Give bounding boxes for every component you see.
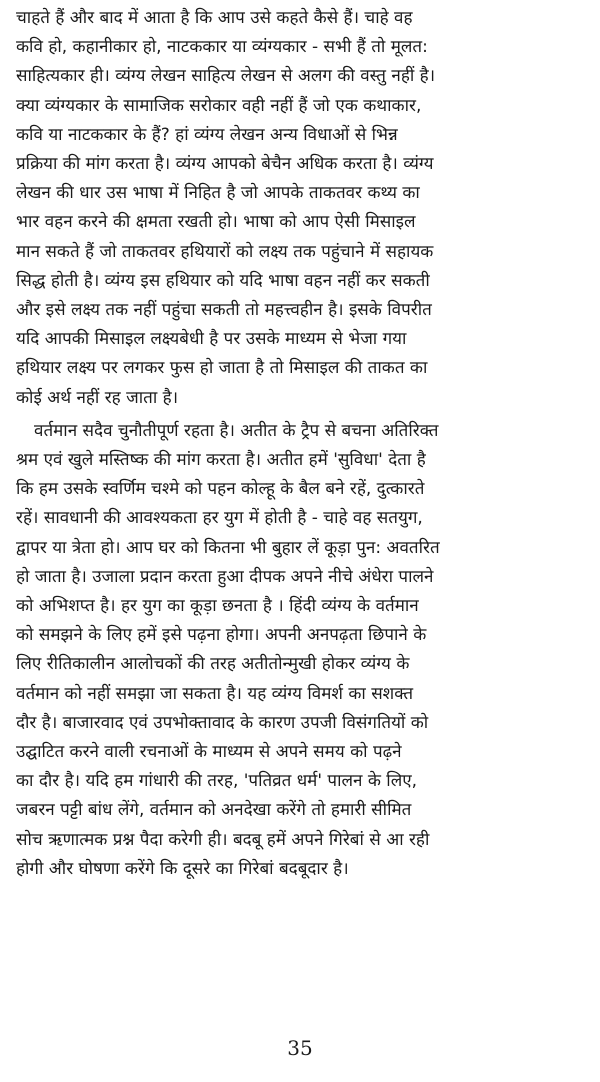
paragraph-line: प्रक्रिया की मांग करता है। व्यंग्य आपको बेचैन अधिक करता है। व्यंग्य — [16, 154, 434, 175]
paragraph-line: उद्घाटित करने वाली रचनाओं के माध्यम से अपने समय को पढ़ने — [16, 742, 402, 763]
paragraph-line: साहित्यकार ही। व्यंग्य लेखन साहित्य लेखन से अलग की वस्तु नहीं है। — [16, 66, 436, 87]
paragraph-line: कवि हो, कहानीकार हो, नाटककार या व्यंग्यकार - सभी हैं तो मूलत: — [16, 37, 428, 58]
paragraph-line: कि हम उसके स्वर्णिम चश्मे को पहन कोल्हू के बैल बने रहें, दुत्कारते — [16, 479, 425, 500]
paragraph-line: हथियार लक्ष्य पर लगकर फुस हो जाता है तो मिसाइल की ताकत का — [16, 358, 428, 379]
paragraph-line: सिद्ध होती है। व्यंग्य इस हथियार को यदि भाषा वहन नहीं कर सकती — [16, 270, 430, 291]
paragraph-line: मान सकते हैं जो ताकतवर हथियारों को लक्ष्य तक पहुंचाने में सहायक — [16, 241, 434, 262]
paragraph-line: वर्तमान को नहीं समझा जा सकता है। यह व्यंग्य विमर्श का सशक्त — [16, 683, 414, 704]
paragraph-line: जबरन पट्टी बांध लेंगे, वर्तमान को अनदेखा करेंगे तो हमारी सीमित — [16, 800, 412, 821]
paragraph-line: द्वापर या त्रेता हो। आप घर को कितना भी बुहार लें कूड़ा पुन: अवतरित — [16, 537, 440, 558]
paragraph-line: यदि आपकी मिसाइल लक्ष्यबेधी है पर उसके माध्यम से भेजा गया — [16, 329, 407, 350]
paragraph-line: श्रम एवं खुले मस्तिष्क की मांग करता है। अतीत हमें 'सुविधा' देता है — [16, 450, 426, 471]
paragraph-line: चाहते हैं और बाद में आता है कि आप उसे कहते कैसे हैं। चाहे वह — [16, 8, 413, 28]
paragraph-line: को समझने के लिए हमें इसे पढ़ना होगा। अपनी अनपढ़ता छिपाने के — [16, 625, 427, 646]
paragraph-line: दौर है। बाजारवाद एवं उपभोक्तावाद के कारण उपजी विसंगतियों को — [16, 712, 429, 733]
paragraph-line: कोई अर्थ नहीं रह जाता है। — [16, 387, 179, 408]
paragraph-line: लेखन की धार उस भाषा में निहित है जो आपके ताकतवर कथ्य का — [16, 183, 420, 204]
paragraph-line: वर्तमान सदैव चुनौतीपूर्ण रहता है। अतीत के ट्रैप से बचना अतिरिक्त — [34, 420, 439, 441]
paragraph-line: और इसे लक्ष्य तक नहीं पहुंचा सकती तो महत्त्वहीन है। इसके विपरीत — [16, 300, 432, 321]
paragraph-line: लिए रीतिकालीन आलोचकों की तरह अतीतोन्मुखी होकर व्यंग्य के — [16, 654, 410, 675]
paragraph-line: क्या व्यंग्यकार के सामाजिक सरोकार वही नहीं हैं जो एक कथाकार, — [16, 95, 422, 116]
paragraph-line: हो जाता है। उजाला प्रदान करता हुआ दीपक अपने नीचे अंधेरा पालने — [16, 566, 434, 587]
paragraph-line: सोच ऋणात्मक प्रश्न पैदा करेगी ही। बदबू हमें अपने गिरेबां से आ रही — [16, 829, 430, 850]
paragraph-line: भार वहन करने की क्षमता रखती हो। भाषा को आप ऐसी मिसाइल — [16, 212, 416, 233]
page-number: 35 — [287, 1036, 313, 1060]
paragraph-line: रहें। सावधानी की आवश्यकता हर युग में होती है - चाहे वह सतयुग, — [16, 508, 423, 529]
paragraph-line: का दौर है। यदि हम गांधारी की तरह, 'पतिव्रत धर्म' पालन के लिए, — [16, 771, 418, 792]
paragraph-line: होगी और घोषणा करेंगे कि दूसरे का गिरेबां बदबूदार है। — [16, 858, 349, 879]
paragraph-2 — [16, 417, 582, 884]
paragraph-1 — [16, 4, 582, 413]
paragraph-line: कवि या नाटककार के हैं? हां व्यंग्य लेखन अन्य विधाओं से भिन्न — [16, 124, 398, 145]
paragraph-line: को अभिशप्त है। हर युग का कूड़ा छनता है । हिंदी व्यंग्य के वर्तमान — [16, 596, 419, 617]
